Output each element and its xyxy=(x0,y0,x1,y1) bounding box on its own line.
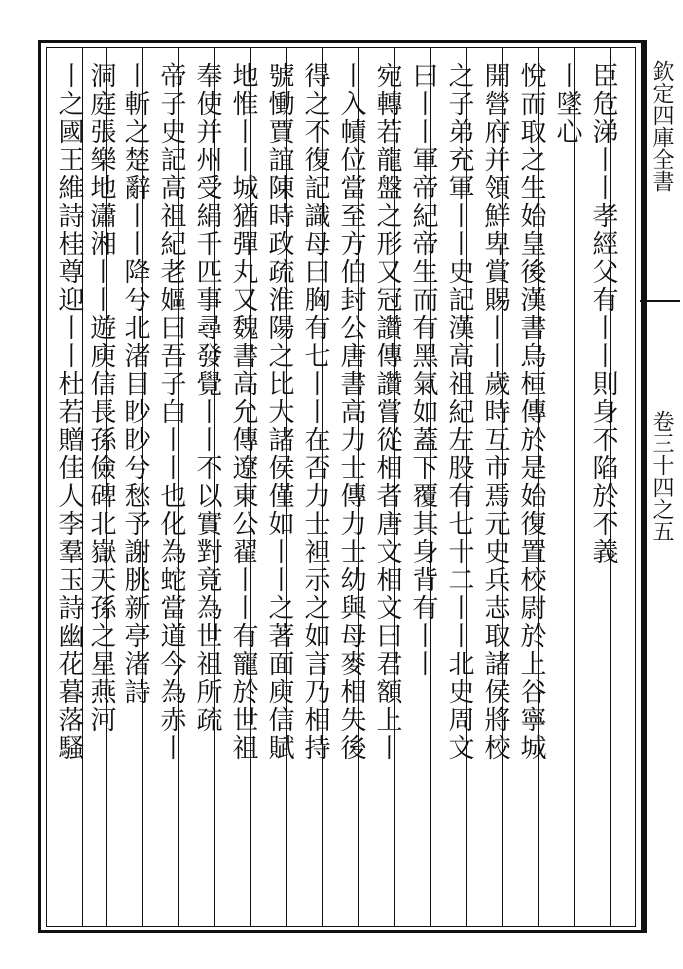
book-title: 欽定四庫全書 xyxy=(649,60,674,192)
text-column: 曰丨丨軍帝紀帝生而有黑氣如蓋下覆其身背有丨丨 xyxy=(408,62,438,678)
text-column: 洞庭張樂地瀟湘丨丨遊庾信長孫儉碑北嶽天孫之星燕河 xyxy=(86,62,116,734)
text-column: 宛轉若龍盤之形又冠讚傳讚嘗從相者唐文相文曰君額上丨 xyxy=(372,62,402,762)
column-rule xyxy=(574,47,575,927)
text-column: 開營府并領鮮卑賞賜丨丨歲時互市焉元史兵志取諸侯將校 xyxy=(480,62,510,762)
text-column: 地惟丨丨城猶彈丸又魏書高允傳遼東公翟丨丨有寵於世祖 xyxy=(228,62,258,762)
text-column: 帝子史記高祖紀老嫗曰吾子白丨丨也化為蛇當道今為赤丨 xyxy=(156,62,186,762)
text-column: 丨之國王維詩桂尊迎丨丨杜若贈佳人李羣玉詩幽花暮落騷 xyxy=(54,62,84,762)
fishtail-mark xyxy=(640,300,680,302)
text-column: 悅而取之生始皇後漢書烏桓傳於是始復置校尉於上谷寧城 xyxy=(516,62,546,762)
text-column: 臣危涕丨丨孝經父有丨丨則身不陷於不義 xyxy=(588,62,618,566)
text-column: 丨入幘位當至方伯封公唐書高力士傳力士幼與母麥相失後 xyxy=(336,62,366,762)
text-column: 得之不復記識母曰胸有七丨丨在否力士袒示之如言乃相持 xyxy=(300,62,330,762)
text-column: 之子弟充軍丨丨史記漢高祖紀左股有七十二丨丨北史周文 xyxy=(444,62,474,762)
text-column: 號慟賈誼陳時政疏淮陽之比大諸侯僅如丨丨之著面庾信賦 xyxy=(264,62,294,762)
text-column: 奉使并州受絹千匹事尋發覺丨丨不以實對竟為世祖所疏 xyxy=(192,62,222,734)
text-column: 丨斬之楚辭丨丨降兮北渚目眇眇兮愁予謝朓新亭渚詩 xyxy=(120,62,150,706)
juan-label: 卷三十四之五 xyxy=(649,410,674,542)
text-column: 丨墜心 xyxy=(552,62,582,146)
